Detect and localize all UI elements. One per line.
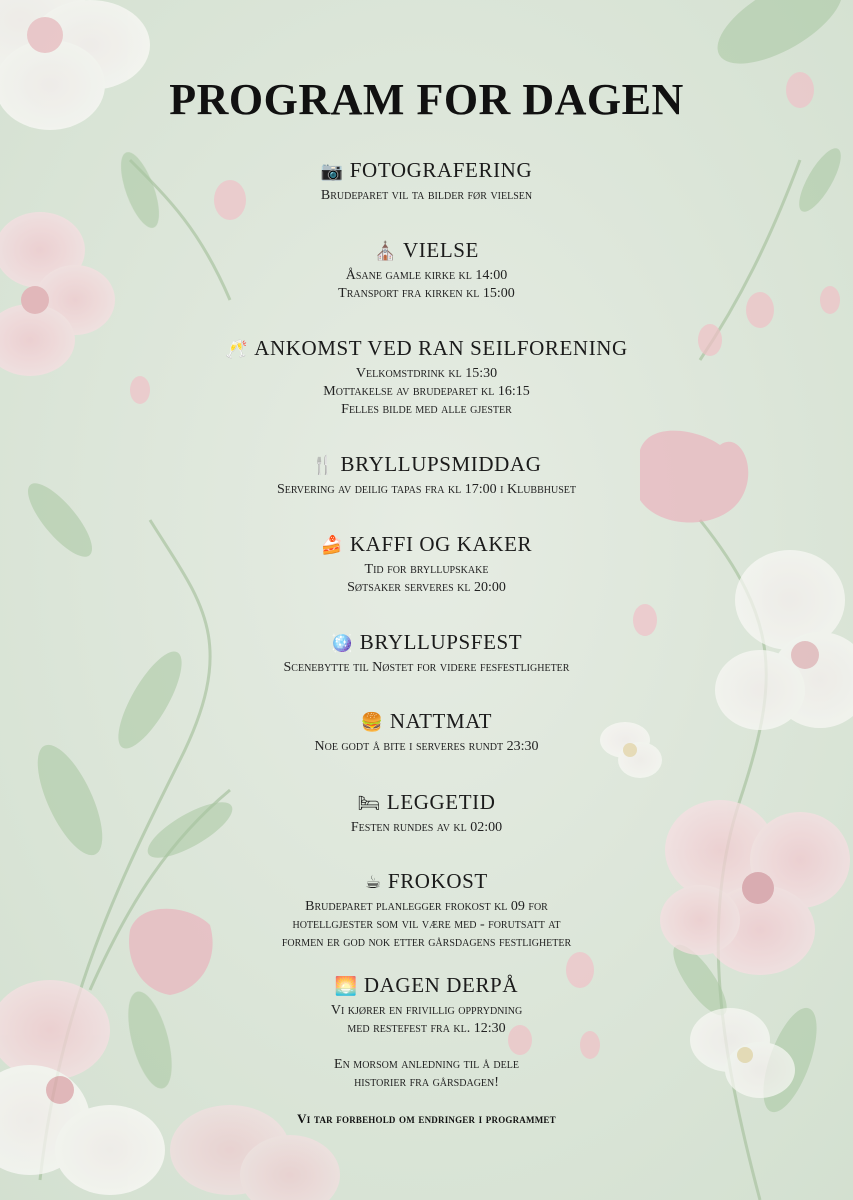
program-item-frokost [0, 868, 853, 952]
section-line: En morsom anledning til å dele [334, 1057, 519, 1072]
burger-icon: 🍔 [360, 712, 384, 733]
section-title-text: FOTOGRAFERING [349, 158, 533, 182]
section-line: Åsane gamle kirke kl 14:00 [345, 268, 508, 283]
section-line: hotellgjester som vil være med - forutsatt at [292, 917, 561, 932]
program-item-bryllupsfest [0, 629, 853, 677]
section-line: Transport fra kirken kl 15:00 [338, 286, 515, 301]
section-line: med restefest fra kl. 12:30 [347, 1021, 506, 1036]
section-title [0, 708, 853, 736]
camera-icon: 📷 [320, 161, 344, 182]
section-line: Brudeparet vil ta bilder før vielsen [320, 188, 533, 203]
section-line: Brudeparet planlegger frokost kl 09 for [305, 899, 548, 914]
section-title [0, 237, 853, 265]
sunrise-icon: 🌅 [334, 976, 358, 997]
section-title [0, 789, 853, 817]
program-item-vielse [0, 237, 853, 303]
section-line: Mottakelse av brudeparet kl 16:15 [323, 384, 530, 399]
section-line: Vi kjører en frivillig opprydning [330, 1003, 523, 1018]
section-title-text: KAFFI OG KAKER [349, 532, 533, 556]
section-title [0, 629, 853, 657]
section-title-text: FROKOST [387, 869, 488, 893]
page-title: PROGRAM FOR DAGEN [169, 75, 684, 124]
spacer [0, 1038, 853, 1056]
program-item-nattmat [0, 708, 853, 756]
fork-knife-icon: 🍴 [311, 455, 335, 476]
section-line: Felles bilde med alle gjester [341, 402, 512, 417]
program-item-ankomst [0, 335, 853, 419]
section-line: Servering av deilig tapas fra kl 17:00 i Klubbhuset [277, 482, 576, 497]
section-title [0, 868, 853, 896]
section-title [0, 531, 853, 559]
section-line: Velkomstdrink kl 15:30 [355, 366, 498, 381]
coffee-icon: ☕ [365, 872, 382, 893]
program-item-kaffi-og-kaker [0, 531, 853, 597]
section-title-text: LEGGETID [386, 790, 496, 814]
program-item-leggetid [0, 789, 853, 837]
section-title-text: VIELSE [403, 238, 479, 262]
section-title-text: DAGEN DERPÅ [363, 973, 519, 997]
section-line: Tid for bryllupskake [364, 562, 489, 577]
champagne-glasses-icon: 🥂 [225, 339, 249, 360]
section-line: Noe godt å bite i serveres rundt 23:30 [314, 739, 539, 754]
cake-icon: 🍰 [320, 535, 344, 556]
program-item-dagen-derpa [0, 972, 853, 1092]
section-title-text: ANKOMST VED RAN SEILFORENING [254, 336, 628, 360]
section-line: Festen rundes av kl 02:00 [350, 820, 503, 835]
section-line: formen er god nok etter gårsdagens festligheter [281, 935, 572, 950]
section-title-text: BRYLLUPSFEST [359, 630, 523, 654]
section-title [0, 972, 853, 1000]
section-title-text: NATTMAT [389, 709, 493, 733]
section-title [0, 157, 853, 185]
disco-ball-icon: 🪩 [330, 633, 354, 654]
program-item-fotografering [0, 157, 853, 205]
disclaimer-footer: Vi tar forbehold om endringer i programmet [297, 1111, 556, 1126]
section-title-text: BRYLLUPSMIDDAG [340, 452, 542, 476]
section-line: Søtsaker serveres kl 20:00 [347, 580, 506, 595]
section-title [0, 451, 853, 479]
section-title [0, 335, 853, 363]
section-line: Scenebytte til Nøstet for videre fesfestligheter [283, 660, 570, 675]
bed-icon: 🛏 [357, 793, 381, 814]
wedding-chapel-icon: ⛪ [374, 241, 398, 262]
section-line: historier fra gårsdagen! [354, 1075, 499, 1090]
program-item-bryllupsmiddag [0, 451, 853, 499]
